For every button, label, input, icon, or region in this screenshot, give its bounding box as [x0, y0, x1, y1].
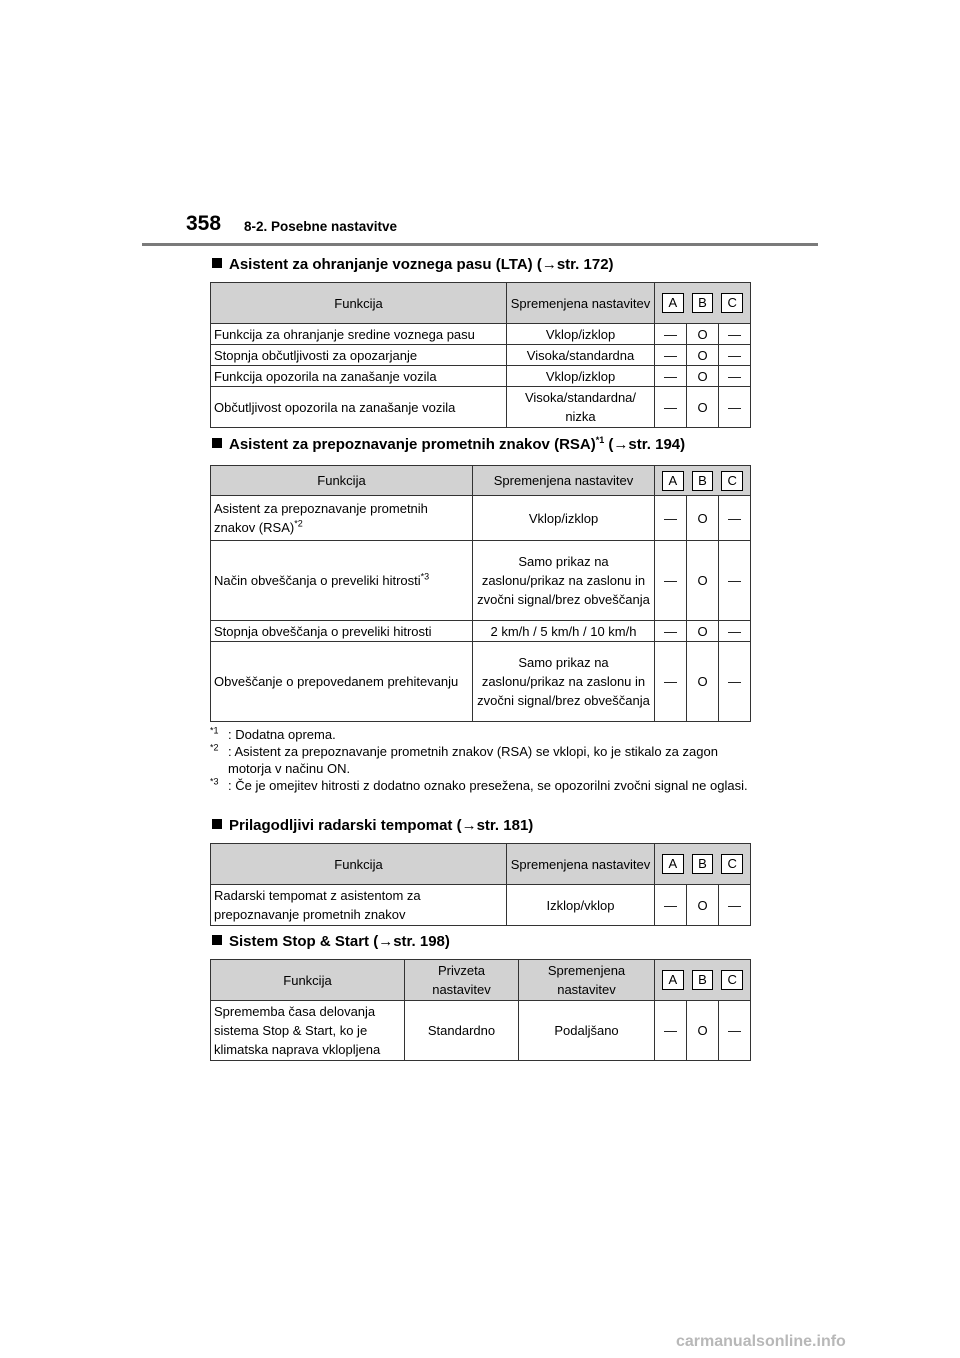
footnotes	[210, 726, 755, 794]
page-number: 358	[186, 212, 222, 235]
label-c: C	[721, 293, 743, 313]
square-bullet-icon	[212, 935, 222, 945]
table-lta	[210, 282, 751, 428]
col-header-abc	[655, 960, 751, 1001]
table-row: Sprememba časa delovanja sistema Stop & Start, ko je klimatska naprava vklopljena Standardno Podaljšano — O —	[211, 1001, 751, 1061]
table-row: Stopnja občutljivosti za opozarjanje Visoka/standardna — O —	[211, 345, 751, 366]
header-divider	[142, 243, 818, 246]
table-row: Način obveščanja o preveliki hitrosti$^{*3}$ Samo prikaz na zaslonu/prikaz na zaslonu in zvočni signal/brez obveščanja — O —	[211, 541, 751, 621]
arrow-icon: →	[378, 933, 394, 950]
arrow-icon: →	[541, 256, 557, 273]
label-a: A	[662, 471, 684, 491]
col-header-changed-setting: Spremenjena nastavitev	[507, 283, 655, 324]
section-title-stop-start: Sistem Stop & Start (→str. 198)	[212, 933, 450, 950]
arrow-icon: →	[461, 817, 477, 834]
square-bullet-icon	[212, 258, 222, 268]
table-rsa	[210, 465, 751, 722]
label-c: C	[721, 471, 743, 491]
col-header-function: Funkcija	[211, 466, 473, 496]
footnote: $^{*1}$ : Dodatna oprema.	[210, 725, 336, 742]
table-row: Funkcija za ohranjanje sredine voznega pasu Vklop/izklop — O —	[211, 324, 751, 345]
square-bullet-icon	[212, 438, 222, 448]
col-header-abc	[655, 466, 751, 496]
label-a: A	[662, 970, 684, 990]
chapter-title: 8-2. Posebne nastavitve	[244, 219, 398, 234]
col-header-changed-setting: Spremenjena nastavitev	[473, 466, 655, 496]
table-row: Funkcija opozorila na zanašanje vozila Vklop/izklop — O —	[211, 366, 751, 387]
label-b: B	[692, 471, 714, 491]
table-acc	[210, 843, 751, 926]
arrow-icon: →	[613, 436, 629, 453]
col-header-function: Funkcija	[211, 844, 507, 885]
table-row: Obveščanje o prepovedanem prehitevanju Samo prikaz na zaslonu/prikaz na zaslonu in zvočni signal/brez obveščanja — O —	[211, 642, 751, 722]
table-stop-start	[210, 959, 751, 1061]
table-row: Občutljivost opozorila na zanašanje vozila Visoka/standardna/ nizka — O —	[211, 387, 751, 428]
label-b: B	[692, 970, 714, 990]
col-header-changed-setting: Spremenjena nastavitev	[507, 844, 655, 885]
label-c: C	[721, 970, 743, 990]
table-row: Radarski tempomat z asistentom za prepoznavanje prometnih znakov Izklop/vklop — O —	[211, 885, 751, 926]
section-title-acc: Prilagodljivi radarski tempomat (→str. 181)	[212, 817, 533, 834]
section-title-rsa: Asistent za prepoznavanje prometnih znakov (RSA)$^{*1}$ (→str. 194)	[212, 436, 685, 453]
table-row: Asistent za prepoznavanje prometnih znakov (RSA)$^{*2}$ Vklop/izklop — O —	[211, 496, 751, 541]
label-b: B	[692, 854, 714, 874]
footnote: $^{*2}$ : Asistent za prepoznavanje prometnih znakov (RSA) se vklopi, ko je stikalo za zagon motorja v načinu ON.	[210, 742, 718, 776]
watermark: carmanualsonline.info	[676, 1333, 846, 1350]
col-header-function: Funkcija	[211, 960, 405, 1001]
label-a: A	[662, 293, 684, 313]
label-b: B	[692, 293, 714, 313]
col-header-abc	[655, 844, 751, 885]
label-c: C	[721, 854, 743, 874]
square-bullet-icon	[212, 819, 222, 829]
col-header-abc	[655, 283, 751, 324]
label-a: A	[662, 854, 684, 874]
col-header-function: Funkcija	[211, 283, 507, 324]
col-header-default-setting: Privzeta nastavitev	[405, 960, 519, 1001]
footnote: $^{*3}$ : Če je omejitev hitrosti z dodatno oznako presežena, se opozorilni zvočni signal ne oglasi.	[210, 776, 748, 793]
table-row: Stopnja obveščanja o preveliki hitrosti 2 km/h / 5 km/h / 10 km/h — O —	[211, 621, 751, 642]
col-header-changed-setting: Spremenjena nastavitev	[519, 960, 655, 1001]
section-title-lta: Asistent za ohranjanje voznega pasu (LTA) (→str. 172)	[212, 256, 614, 273]
